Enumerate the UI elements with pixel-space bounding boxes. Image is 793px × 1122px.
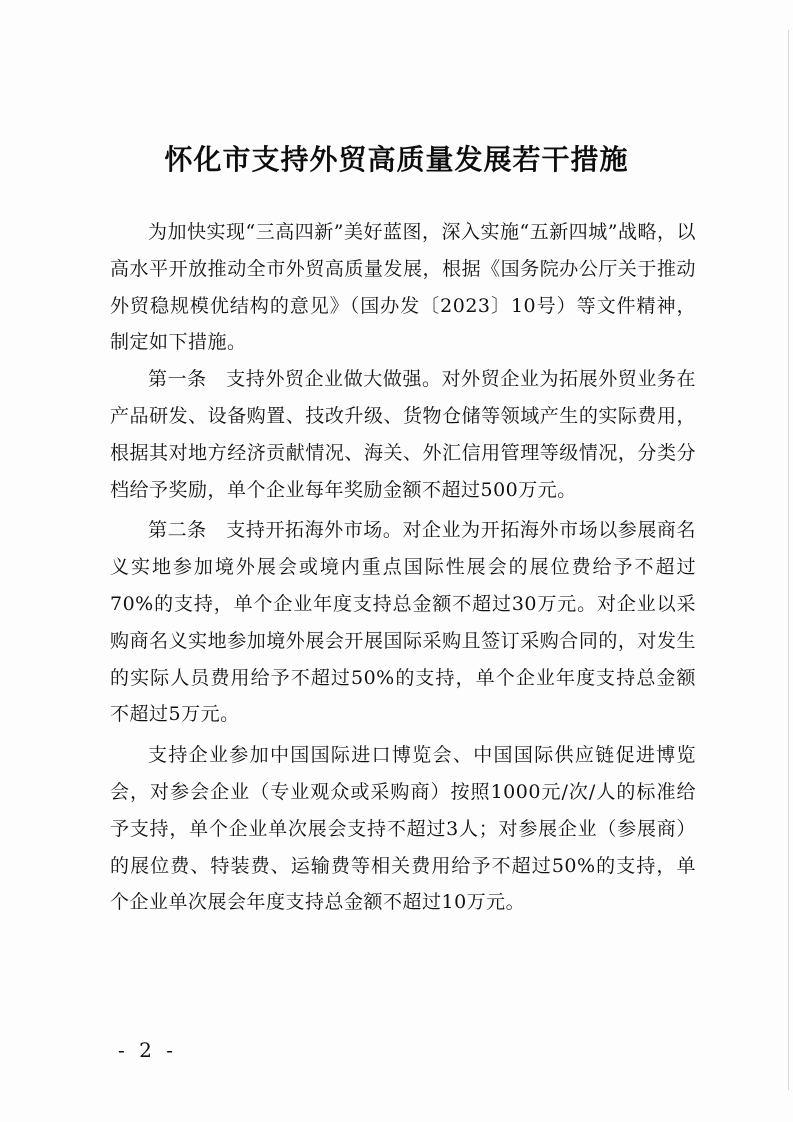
document-body [110,214,696,921]
article-2-expo-paragraph: 支持企业参加中国国际进口博览会、中国国际供应链促进博览会，对参会企业（专业观众或采购商）按照1000元/次/人的标准给予支持，单个企业单次展会支持不超过3人；对参展企业（参展商）的展位费、特装费、运输费等相关费用给予不超过50%的支持，单个企业单次展会年度支持总金额不超过10万元。 [110,744,696,914]
article-2-paragraph: 第二条 支持开拓海外市场。对企业为开拓海外市场以参展商名义实地参加境外展会或境内重点国际性展会的展位费给予不超过70%的支持，单个企业年度支持总金额不超过30万元。对企业以采购商名义实地参加境外展会开展国际采购且签订采购合同的，对发生的实际人员费用给予不超过50%的支持，单个企业年度支持总金额不超过5万元。 [110,519,696,726]
intro-paragraph: 为加快实现“三高四新”美好蓝图，深入实施“五新四城”战略，以高水平开放推动全市外贸高质量发展，根据《国务院办公厅关于推动外贸稳规模优结构的意见》（国办发〔2023〕10号）等文件精神，制定如下措施。 [110,221,696,354]
page-number: - 2 - [118,1038,177,1062]
document-title: 怀化市支持外贸高质量发展若干措施 [164,143,629,176]
scan-edge-line [788,30,789,1090]
article-1-paragraph: 第一条 支持外贸企业做大做强。对外贸企业为拓展外贸业务在产品研发、设备购置、技改升级、货物仓储等领域产生的实际费用，根据其对地方经济贡献情况、海关、外汇信用管理等级情况，分类分档给予奖励，单个企业每年奖励金额不超过500万元。 [110,368,696,501]
